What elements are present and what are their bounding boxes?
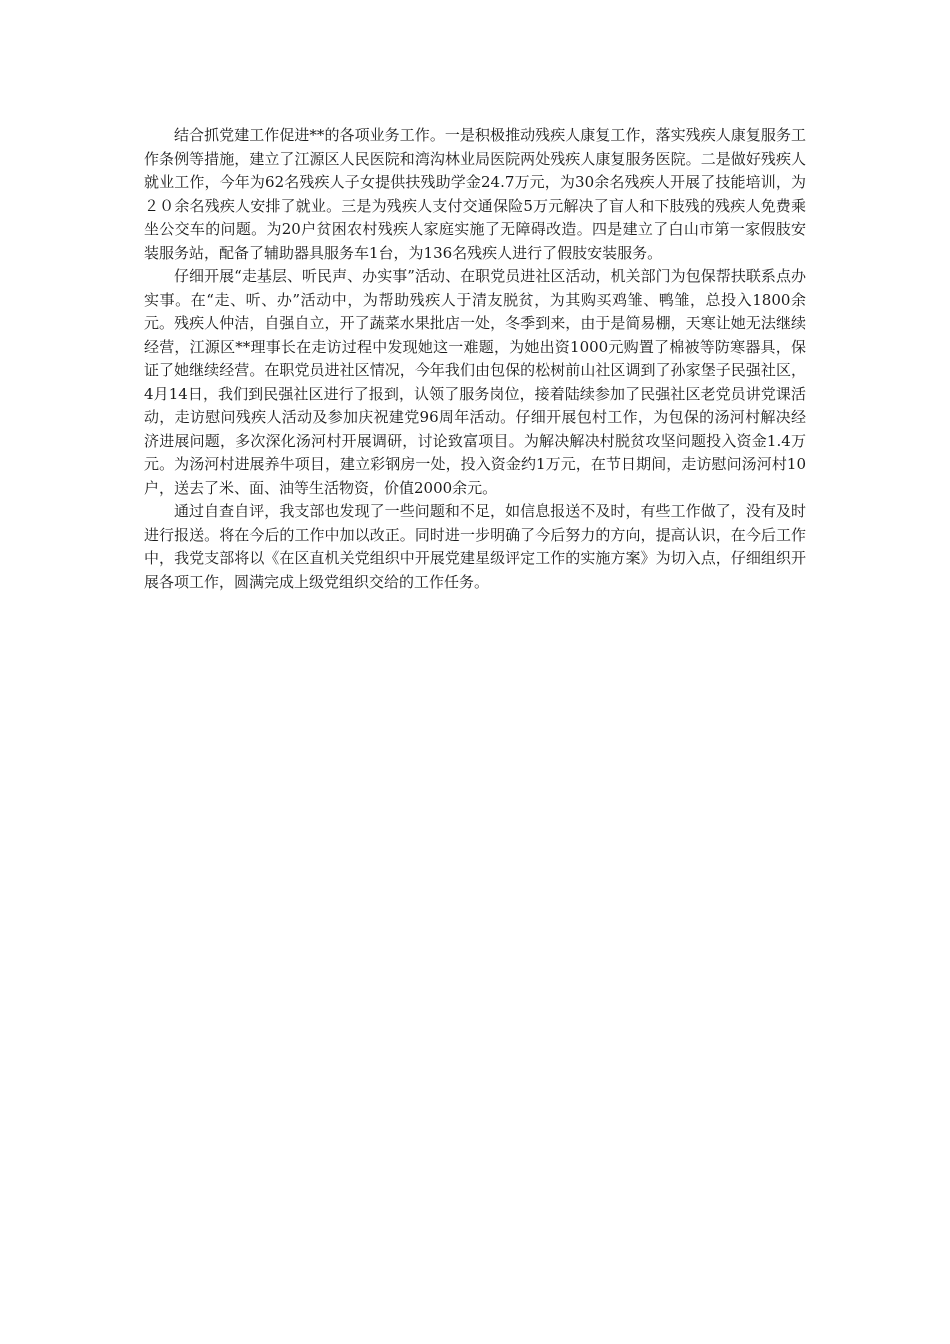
paragraph-1: 结合抓党建工作促进**的各项业务工作。一是积极推动残疾人康复工作，落实残疾人康复服务工作条例等措施，建立了江源区人民医院和湾沟林业局医院两处残疾人康复服务医院。二是做好残疾人就业工作，今年为62名残疾人子女提供扶残助学金24.7万元，为30余名残疾人开展了技能培训，为２０余名残疾人安排了就业。三是为残疾人支付交通保险5万元解决了盲人和下肢残的残疾人免费乘坐公交车的问题。为20户贫困农村残疾人家庭实施了无障碍改造。四是建立了白山市第一家假肢安装服务站，配备了辅助器具服务车1台，为136名残疾人进行了假肢安装服务。 <box>144 126 806 262</box>
paragraph-3: 通过自查自评，我支部也发现了一些问题和不足，如信息报送不及时，有些工作做了，没有及时进行报送。将在今后的工作中加以改正。同时进一步明确了今后努力的方向，提高认识，在今后工作中，我党支部将以《在区直机关党组织中开展党建星级评定工作的实施方案》为切入点，仔细组织开展各项工作，圆满完成上级党组织交给的工作任务。 <box>144 502 806 591</box>
document-body <box>144 124 806 594</box>
paragraph-2: 仔细开展“走基层、听民声、办实事”活动、在职党员进社区活动，机关部门为包保帮扶联系点办实事。在“走、听、办”活动中，为帮助残疾人于清友脱贫，为其购买鸡雏、鸭雏，总投入1800余元。残疾人仲洁，自强自立，开了蔬菜水果批店一处，冬季到来，由于是简易棚，天寒让她无法继续经营，江源区**理事长在走访过程中发现她这一难题，为她出资1000元购置了棉被等防寒器具，保证了她继续经营。在职党员进社区情况，今年我们由包保的松树前山社区调到了孙家堡子民强社区，4月14日，我们到民强社区进行了报到，认领了服务岗位，接着陆续参加了民强社区老党员讲党课活动，走访慰问残疾人活动及参加庆祝建党96周年活动。仔细开展包村工作，为包保的汤河村解决经济进展问题，多次深化汤河村开展调研，讨论致富项目。为解决解决村脱贫攻坚问题投入资金1.4万元。为汤河村进展养牛项目，建立彩钢房一处，投入资金约1万元，在节日期间，走访慰问汤河村10户，送去了米、面、油等生活物资，价值2000余元。 <box>144 267 806 497</box>
